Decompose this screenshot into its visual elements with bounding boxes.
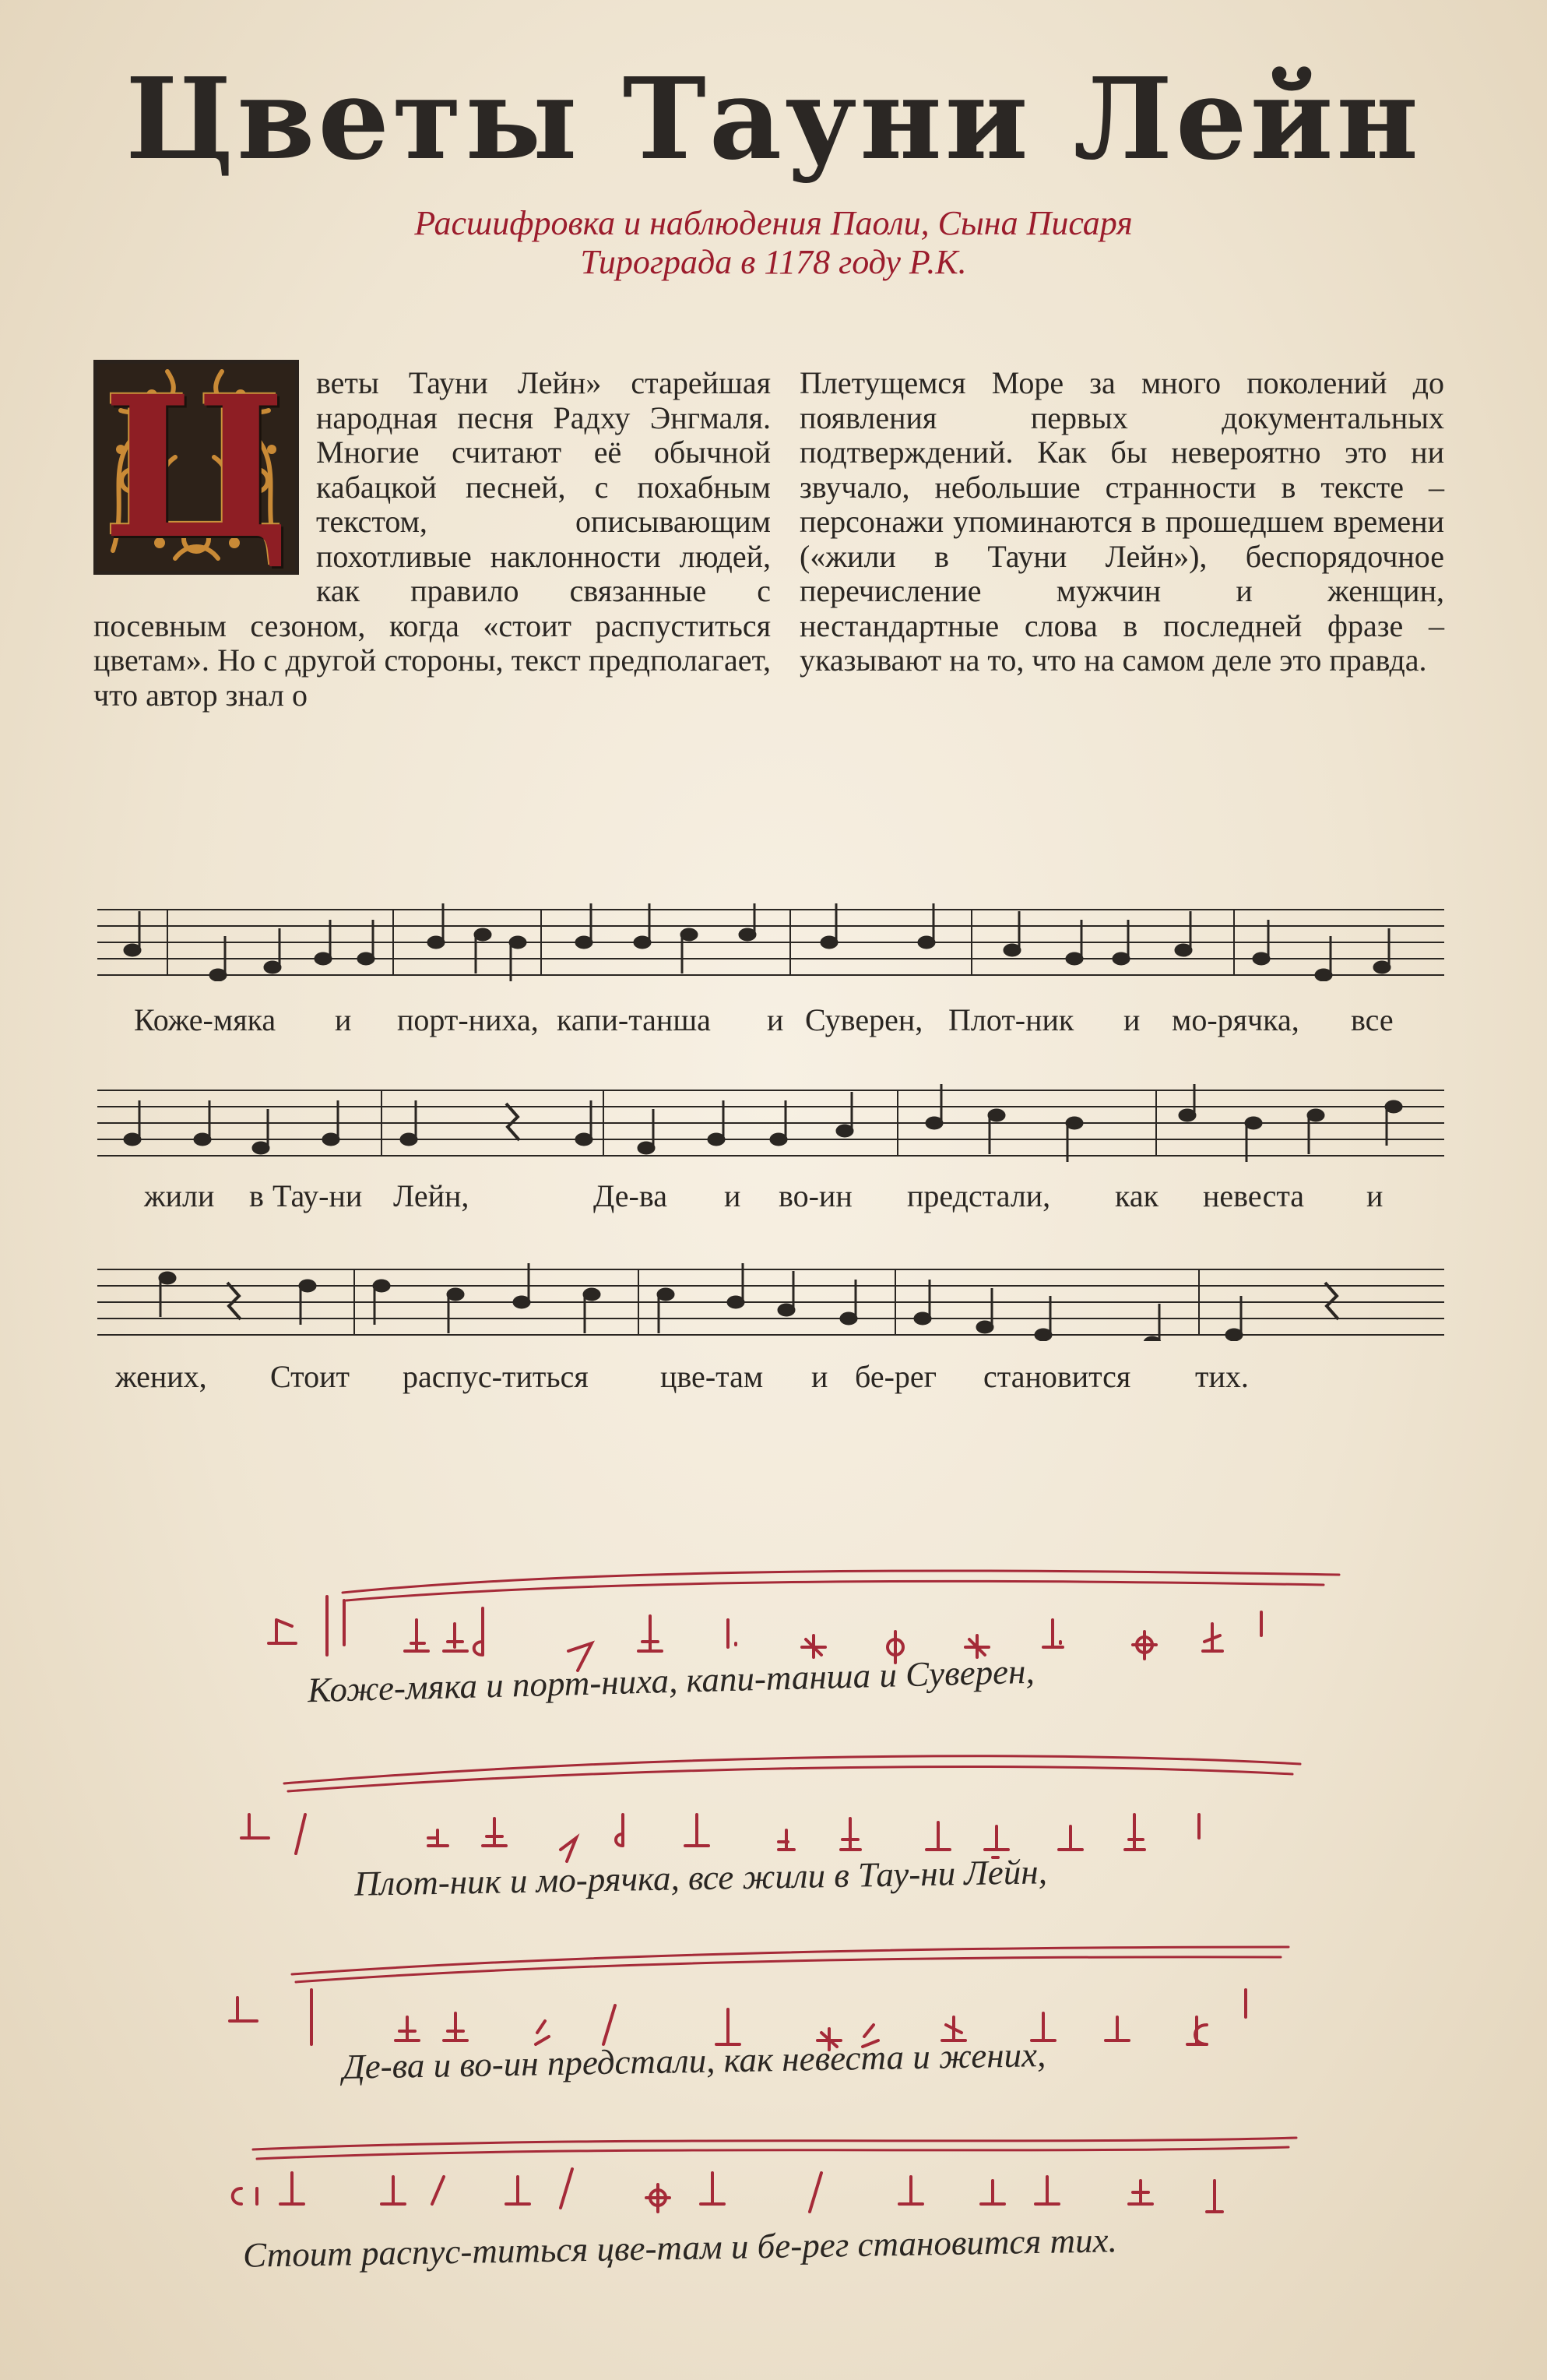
rest-icon bbox=[506, 1104, 519, 1140]
staff-2-lyric: и bbox=[1366, 1178, 1384, 1213]
staff-1-lyric: Суверен, bbox=[805, 1002, 923, 1037]
staff-1-lyric: и bbox=[767, 1002, 784, 1037]
staff-2-lyric: и bbox=[724, 1178, 741, 1213]
staff-3-lyric: тих. bbox=[1195, 1359, 1249, 1394]
music-staff-2 bbox=[86, 1084, 1448, 1162]
rest-icon bbox=[227, 1283, 241, 1319]
staff-2-lyric: Лейн, bbox=[393, 1178, 469, 1213]
subtitle-line-2: Тирограда в 1178 году Р.К. bbox=[580, 243, 967, 281]
staff-3-lyric: и bbox=[811, 1359, 828, 1394]
staff-2-lyric: во-ин bbox=[779, 1178, 853, 1213]
staff-1-lyric: все bbox=[1351, 1002, 1394, 1037]
staff-2-lyric: невеста bbox=[1203, 1178, 1305, 1213]
staff-3-lyric: становится bbox=[983, 1359, 1131, 1394]
body-column-right bbox=[800, 366, 1444, 678]
subtitle-line-1: Расшифровка и наблюдения Паоли, Сына Писаря bbox=[414, 204, 1133, 242]
music-staff-3 bbox=[86, 1263, 1448, 1341]
staff-1-lyric: Коже-мяка bbox=[134, 1002, 276, 1037]
staff-1-lyric: и bbox=[335, 1002, 352, 1037]
staff-2-lyric: жили bbox=[144, 1178, 215, 1213]
body-column-left bbox=[93, 360, 771, 713]
staff-2-lyric: Тау-ни bbox=[272, 1178, 363, 1213]
page-title: Цветы Тауни Лейн bbox=[125, 53, 1422, 185]
staff-1-lyric: и bbox=[1123, 1002, 1141, 1037]
staff-1-lyric: порт-ниха, bbox=[397, 1002, 539, 1037]
rest-icon bbox=[1325, 1283, 1338, 1319]
body-text-right: Плетущемся Море за много поколений до появления первых документальных подтверждений. Как бы невероятно это ни звучало, небольшие странности в тексте – персонажи упоминаются в прошедшем времени («жили в Тауни Лейн»), беспорядочное перечисление мужчин и женщин, нестандартные слова в последней фразе – указывают на то, что на самом деле это правда. bbox=[800, 365, 1444, 678]
dropcap-letter: Ц bbox=[102, 360, 290, 575]
staff-2-lyric: предстали, bbox=[907, 1178, 1051, 1213]
music-staff-1 bbox=[86, 903, 1448, 981]
staff-2-lyric: Де-ва bbox=[593, 1178, 667, 1213]
staff-3-lyric: Стоит bbox=[270, 1359, 350, 1394]
staff-2-lyric: в bbox=[249, 1178, 264, 1213]
staff-3-lyric: бе-рег bbox=[855, 1359, 937, 1394]
handwritten-lyric-line: Плот-ник и мо-рячка, все жили в Тау-ни Лейн, bbox=[353, 1852, 1048, 1903]
illuminated-dropcap bbox=[93, 360, 299, 575]
handwritten-lyric-line: Коже-мяка и порт-ниха, капи-танша и Суверен, bbox=[307, 1651, 1035, 1710]
subtitle bbox=[0, 204, 1547, 282]
staff-2-lyric: как bbox=[1115, 1178, 1159, 1213]
staff-3-lyric: жених, bbox=[115, 1359, 207, 1394]
staff-3-lyric: цве-там bbox=[660, 1359, 764, 1394]
staff-1-lyric: Плот-ник bbox=[948, 1002, 1074, 1037]
staff-1-lyric: капи-танша bbox=[557, 1002, 711, 1037]
handwritten-lyric-line: Де-ва и во-ин предстали, как невеста и жених, bbox=[342, 2035, 1046, 2086]
handwritten-lyric-line: Стоит распус-титься цве-там и бе-рег становится тих. bbox=[242, 2220, 1118, 2275]
staff-1-lyric: мо-рячка, bbox=[1172, 1002, 1299, 1037]
staff-3-lyric: распус-титься bbox=[403, 1359, 589, 1394]
body-text-left: веты Тауни Лейн» старейшая народная песня Радху Энгмаля. Многие считают её обычной кабацкой песней, с похабным текстом, описывающим похотливые наклонности людей, как правило связанные с посевным сезоном, когда «стоит распуститься цветам». Но с другой стороны, текст предполагает, что автор знал о bbox=[93, 365, 771, 713]
